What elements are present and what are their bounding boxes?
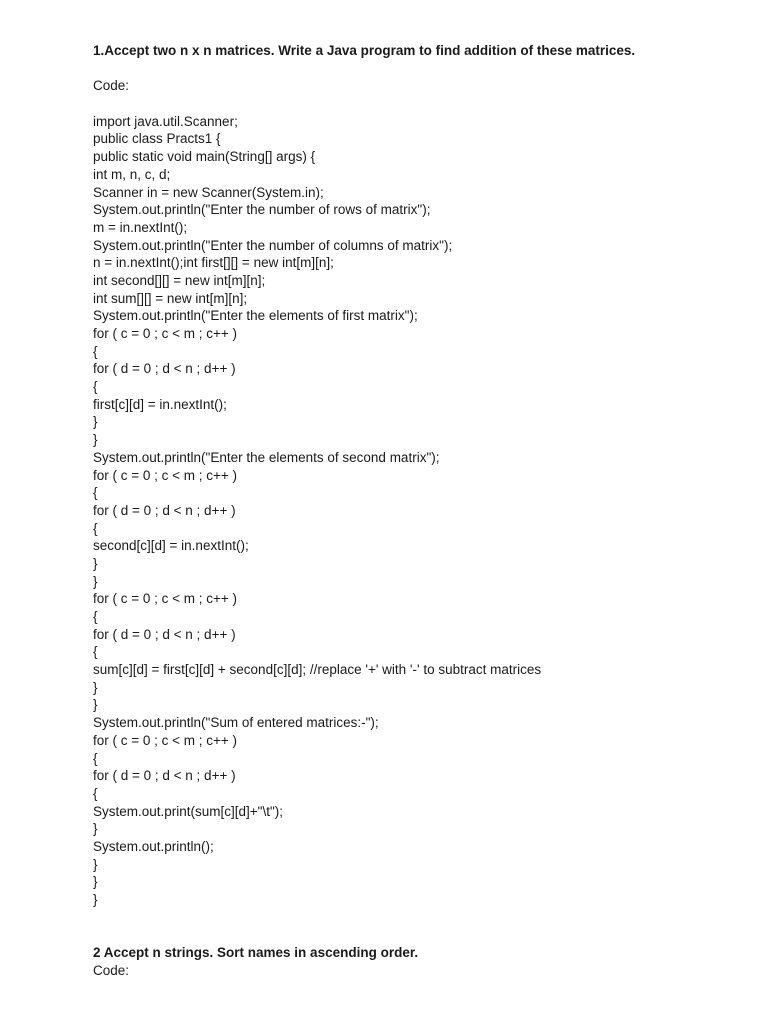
code-line: { bbox=[93, 750, 98, 766]
spacer bbox=[93, 95, 753, 113]
code-line: for ( c = 0 ; c < m ; c++ ) bbox=[93, 732, 238, 748]
section-1-code-block bbox=[93, 113, 753, 909]
spacer bbox=[93, 60, 753, 78]
code-line: for ( d = 0 ; d < n ; d++ ) bbox=[93, 361, 236, 377]
section-2-heading: 2 Accept n strings. Sort names in ascending order. bbox=[93, 945, 419, 960]
code-line: } bbox=[93, 856, 98, 872]
code-line: { bbox=[93, 343, 98, 359]
code-line: int m, n, c, d; bbox=[93, 166, 171, 182]
code-line: public static void main(String[] args) { bbox=[93, 149, 316, 165]
code-line: sum[c][d] = first[c][d] + second[c][d]; //replace '+' with '-' to subtract matrices bbox=[93, 662, 542, 678]
section-1-heading: 1.Accept two n x n matrices. Write a Java program to find addition of these matrices. bbox=[93, 43, 636, 58]
code-line: first[c][d] = in.nextInt(); bbox=[93, 396, 227, 412]
code-line: } bbox=[93, 414, 98, 430]
code-line: } bbox=[93, 821, 98, 837]
code-line: for ( c = 0 ; c < m ; c++ ) bbox=[93, 591, 238, 607]
code-line: m = in.nextInt(); bbox=[93, 219, 188, 235]
code-line: Scanner in = new Scanner(System.in); bbox=[93, 184, 324, 200]
code-line: { bbox=[93, 609, 98, 625]
code-line: second[c][d] = in.nextInt(); bbox=[93, 538, 249, 554]
code-line: for ( c = 0 ; c < m ; c++ ) bbox=[93, 326, 238, 342]
code-line: System.out.println("Enter the number of rows of matrix"); bbox=[93, 202, 431, 218]
code-line: import java.util.Scanner; bbox=[93, 113, 238, 129]
code-line: for ( c = 0 ; c < m ; c++ ) bbox=[93, 467, 238, 483]
code-line: } bbox=[93, 573, 98, 589]
code-line: { bbox=[93, 644, 98, 660]
code-line: System.out.println("Sum of entered matrices:-"); bbox=[93, 715, 379, 731]
code-line: } bbox=[93, 679, 98, 695]
code-line: System.out.println("Enter the number of columns of matrix"); bbox=[93, 237, 453, 253]
code-line: { bbox=[93, 520, 98, 536]
code-line: System.out.println(); bbox=[93, 838, 214, 854]
section-2 bbox=[93, 944, 753, 979]
code-line: } bbox=[93, 555, 98, 571]
code-line: System.out.print(sum[c][d]+"\t"); bbox=[93, 803, 284, 819]
code-line: } bbox=[93, 432, 98, 448]
code-line: } bbox=[93, 892, 98, 908]
code-line: public class Practs1 { bbox=[93, 131, 221, 147]
code-line: for ( d = 0 ; d < n ; d++ ) bbox=[93, 502, 236, 518]
code-line: System.out.println("Enter the elements of second matrix"); bbox=[93, 449, 440, 465]
document-page bbox=[93, 42, 753, 909]
code-line: n = in.nextInt();int first[][] = new int[m][n]; bbox=[93, 255, 334, 271]
code-line: { bbox=[93, 785, 98, 801]
code-line: int sum[][] = new int[m][n]; bbox=[93, 290, 248, 306]
section-1-code-label: Code: bbox=[93, 78, 130, 94]
code-line: System.out.println("Enter the elements of first matrix"); bbox=[93, 308, 418, 324]
code-line: { bbox=[93, 485, 98, 501]
code-line: } bbox=[93, 874, 98, 890]
code-line: for ( d = 0 ; d < n ; d++ ) bbox=[93, 768, 236, 784]
code-line: } bbox=[93, 697, 98, 713]
code-line: int second[][] = new int[m][n]; bbox=[93, 272, 266, 288]
code-line: for ( d = 0 ; d < n ; d++ ) bbox=[93, 626, 236, 642]
section-2-code-label: Code: bbox=[93, 962, 130, 978]
code-line: { bbox=[93, 379, 98, 395]
